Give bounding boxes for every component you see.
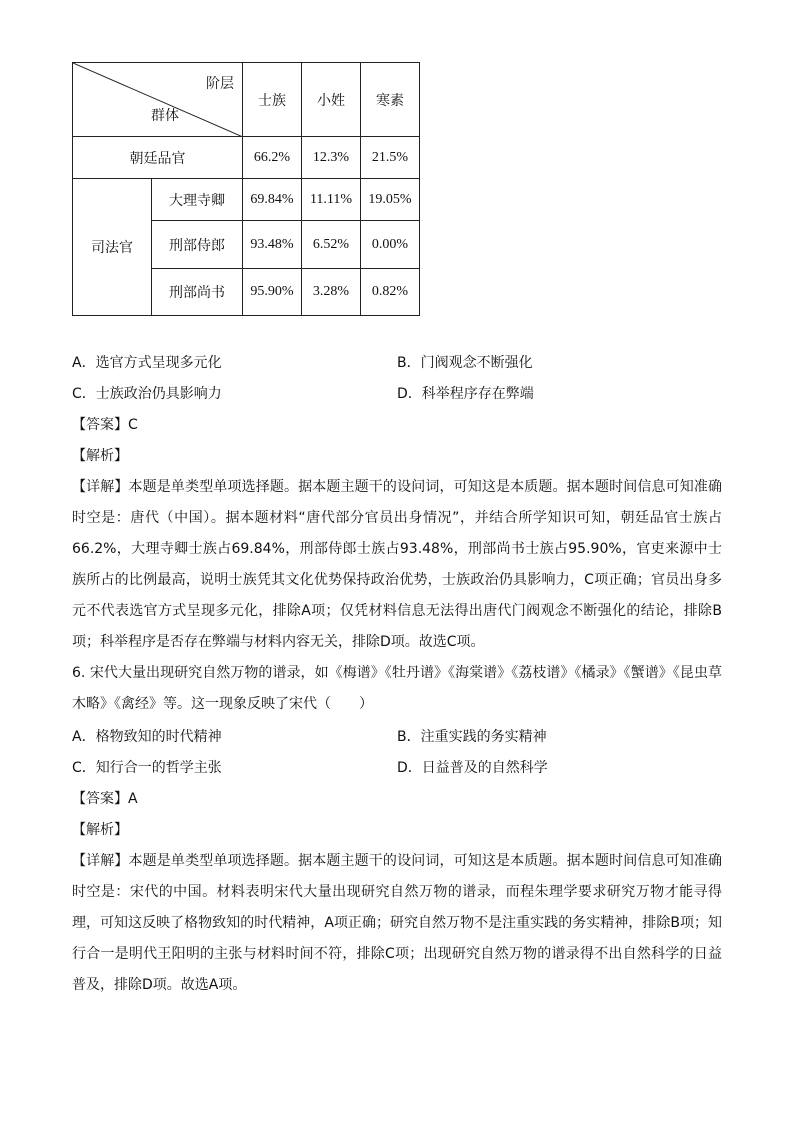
table-cell: 21.5% (361, 137, 420, 179)
q6-analysis-label: 【解析】 (72, 822, 128, 838)
table-cell: 0.82% (361, 269, 420, 316)
answer-value: C (128, 417, 138, 433)
table-cell: 69.84% (243, 179, 302, 221)
table-cell: 12.3% (302, 137, 361, 179)
answer-label: 【答案】 (72, 417, 128, 433)
q5-option-c: C．士族政治仍具影响力 (72, 386, 222, 402)
row-group-judicial: 司法官 (73, 179, 152, 316)
q6-option-a: A．格物致知的时代精神 (72, 729, 222, 745)
q5-option-d: D．科举程序存在弊端 (397, 386, 534, 402)
q6-option-b: B．注重实践的务实精神 (397, 729, 547, 745)
row-label-xingbu-shilang: 刑部侍郎 (152, 221, 243, 269)
q5-analysis-label: 【解析】 (72, 448, 128, 464)
q6-option-c: C．知行合一的哲学主张 (72, 760, 222, 776)
row-label-dali: 大理寺卿 (152, 179, 243, 221)
table-corner-cell (73, 63, 243, 137)
table-cell: 95.90% (243, 269, 302, 316)
table-cell: 11.11% (302, 179, 361, 221)
q5-option-b: B．门阀观念不断强化 (397, 355, 533, 371)
answer-label: 【答案】 (72, 791, 128, 807)
q5-detail: 【详解】本题是单类型单项选择题。据本题主题干的设问词，可知这是本质题。据本题时间信息可知准确时空是：唐代（中国）。据本题材料“唐代部分官员出身情况”，并结合所学知识可知，朝廷品官士族占66.2%，大理寺卿士族占69.84%，刑部侍郎士族占93.48%，刑部尚书士族占95.90%，官吏来源中士族所占的比例最高，说明士族凭其文化优势保持政治优势，士族政治仍具影响力，C项正确；官员出身多元不代表选官方式呈现多元化，排除A项；仅凭材料信息无法得出唐代门阀观念不断强化的结论，排除B项；科举程序是否存在弊端与材料内容无关，排除D项。故选C项。 (72, 479, 722, 650)
corner-label-stratum: 阶层 (206, 76, 234, 92)
table-cell: 93.48% (243, 221, 302, 269)
q6-answer (72, 789, 138, 809)
col-header-hansu: 寒素 (361, 63, 420, 137)
q6-stem: 6. 宋代大量出现研究自然万物的谱录，如《梅谱》《牡丹谱》《海棠谱》《荔枝谱》《橘录》《蟹谱》《昆虫草木略》《禽经》等。这一现象反映了宋代（ ） (72, 665, 722, 712)
q6-option-d: D．日益普及的自然科学 (397, 760, 548, 776)
q5-option-a: A．选官方式呈现多元化 (72, 355, 222, 371)
row-label-court: 朝廷品官 (73, 137, 243, 179)
table-cell: 6.52% (302, 221, 361, 269)
table-cell: 19.05% (361, 179, 420, 221)
table-cell: 0.00% (361, 221, 420, 269)
answer-value: A (128, 791, 138, 807)
corner-label-group: 群体 (151, 108, 179, 124)
officials-origin-table (72, 62, 420, 316)
col-header-xiaoxing: 小姓 (302, 63, 361, 137)
row-label-xingbu-shangshu: 刑部尚书 (152, 269, 243, 316)
table-cell: 66.2% (243, 137, 302, 179)
q5-answer (72, 415, 138, 435)
table-cell: 3.28% (302, 269, 361, 316)
col-header-shizu: 士族 (243, 63, 302, 137)
q6-detail: 【详解】本题是单类型单项选择题。据本题主题干的设问词，可知这是本质题。据本题时间信息可知准确时空是：宋代的中国。材料表明宋代大量出现研究自然万物的谱录，而程朱理学要求研究万物才能寻得理，可知这反映了格物致知的时代精神，A项正确；研究自然万物不是注重实践的务实精神，排除B项；知行合一是明代王阳明的主张与材料时间不符，排除C项；出现研究自然万物的谱录得不出自然科学的日益普及，排除D项。故选A项。 (72, 853, 722, 993)
